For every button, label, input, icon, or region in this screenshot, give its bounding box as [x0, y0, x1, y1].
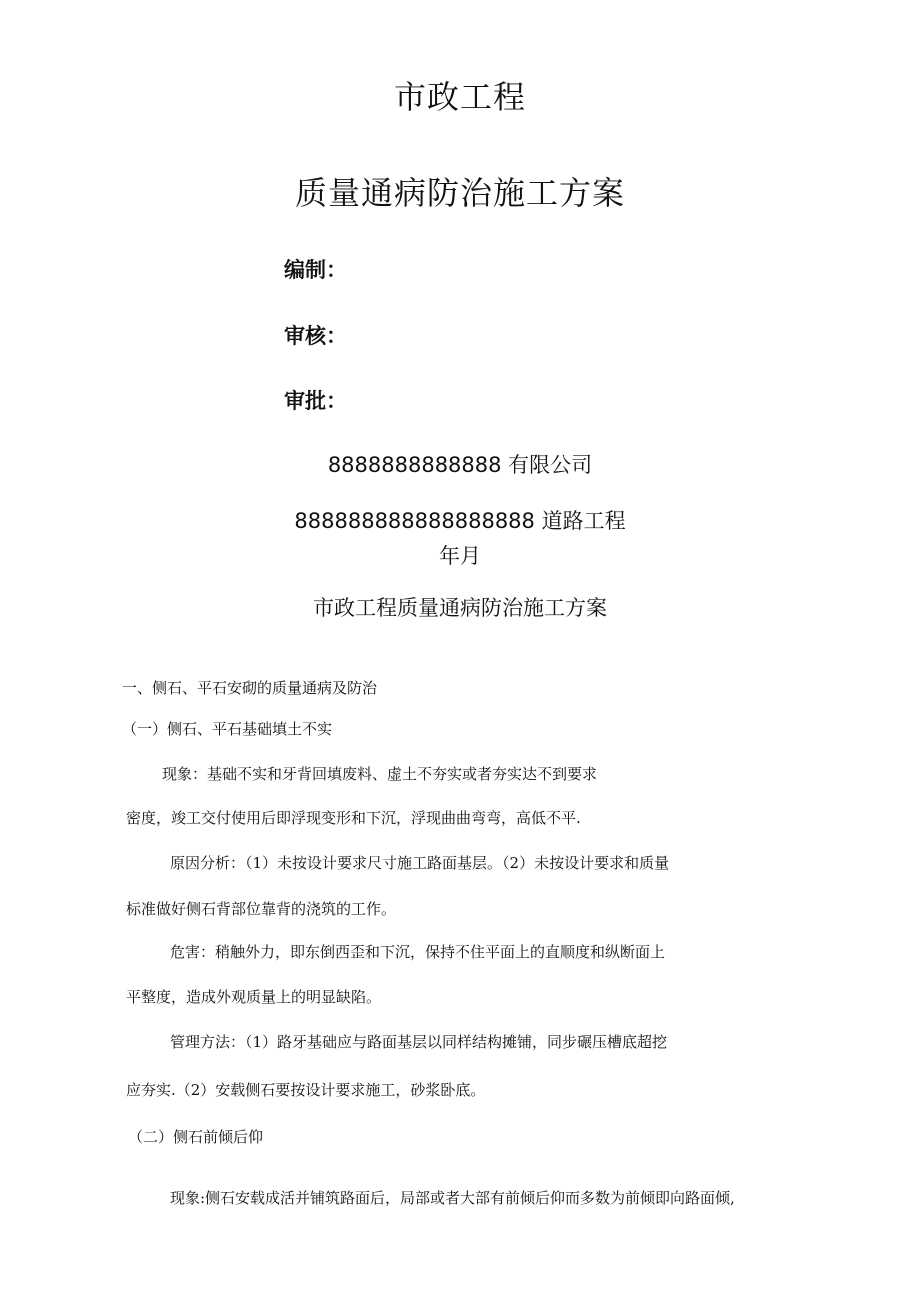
company-name: 8888888888888 有限公司	[327, 453, 593, 477]
paragraph-management-line2: 应夯实.（2）安载侧石要按设计要求施工，砂浆卧底。	[126, 1081, 486, 1099]
approved-by-label: 审批：	[284, 389, 347, 413]
cover-title-line1: 市政工程	[393, 78, 526, 116]
cover-title-line2: 质量通病防治施工方案	[294, 174, 625, 212]
paragraph-cause-line1: 原因分析：（1）未按设计要求尺寸施工路面基层。（2）未按设计要求和质量	[170, 854, 670, 872]
paragraph-harm-line1: 危害：稍触外力，即东倒西歪和下沉，保持不住平面上的直顺度和纵断面上	[170, 943, 666, 961]
section-1-heading: 一、侧石、平石安砌的质量通病及防治	[122, 679, 378, 697]
reviewed-by-label: 审核：	[284, 324, 347, 348]
paragraph-tilt-line1: 现象:侧石安载成活并铺筑路面后，局部或者大部有前倾后仰而多数为前倾即向路面倾,	[170, 1189, 735, 1207]
paragraph-management-line1: 管理方法：（1）路牙基础应与路面基层以同样结构摊铺，同步碾压槽底超挖	[170, 1033, 668, 1051]
paragraph-phenomenon-line1: 现象：基础不实和牙背回填废料、虚土不夯实或者夯实达不到要求	[162, 765, 598, 783]
subsection-1-heading: （一）侧石、平石基础填土不实	[122, 720, 333, 738]
paragraph-phenomenon-line2: 密度，竣工交付使用后即浮现变形和下沉，浮现曲曲弯弯，高低不平.	[126, 809, 581, 827]
project-name: 888888888888888888 道路工程	[294, 509, 626, 533]
cover-date: 年月	[439, 544, 481, 568]
paragraph-cause-line2: 标准做好侧石背部位靠背的浇筑的工作。	[126, 900, 397, 918]
document-title: 市政工程质量通病防治施工方案	[313, 596, 607, 620]
subsection-2-heading: （二）侧石前倾后仰	[128, 1128, 264, 1146]
compiled-by-label: 编制：	[284, 258, 347, 282]
paragraph-harm-line2: 平整度，造成外观质量上的明显缺陷。	[126, 988, 382, 1006]
